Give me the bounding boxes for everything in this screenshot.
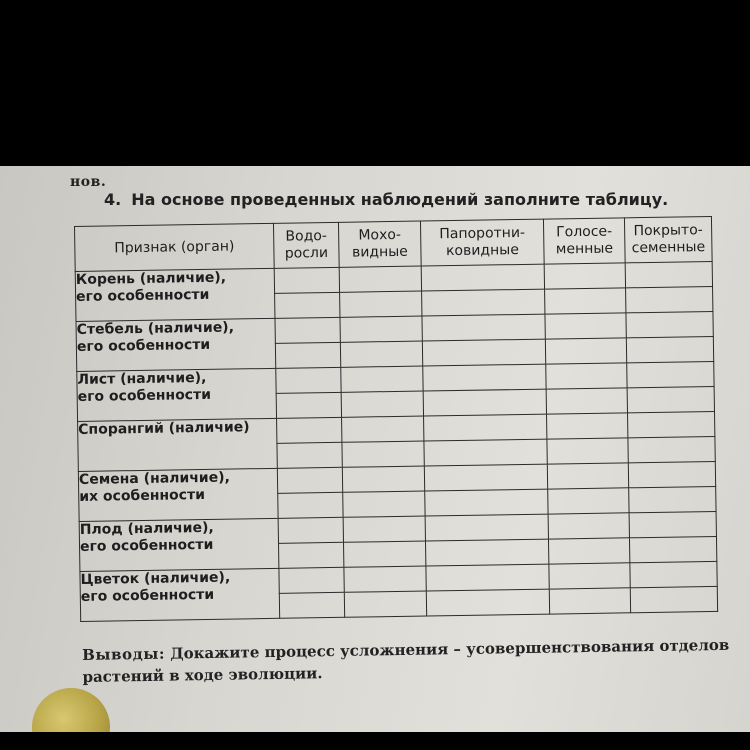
answer-cell[interactable] <box>628 411 715 437</box>
answer-cell[interactable] <box>546 388 627 414</box>
answer-cell[interactable] <box>628 436 715 462</box>
answer-cell[interactable] <box>342 441 424 467</box>
answer-cell[interactable] <box>627 386 714 412</box>
answer-cell[interactable] <box>549 563 630 589</box>
answer-cell[interactable] <box>277 467 342 493</box>
answer-cell[interactable] <box>343 516 425 542</box>
answer-cell[interactable] <box>629 536 716 562</box>
feature-label <box>79 518 279 571</box>
answer-cell[interactable] <box>626 311 713 337</box>
task-text: На основе проведенных наблюдений заполните таблицу. <box>131 190 669 209</box>
feature-label-line: Семена (наличие), <box>78 469 231 488</box>
answer-cell[interactable] <box>344 591 426 617</box>
answer-cell[interactable] <box>422 314 545 341</box>
answer-cell[interactable] <box>425 514 548 541</box>
feature-label-line: Спорангий (наличие) <box>78 419 250 438</box>
feature-label-line: Стебель (наличие), <box>76 319 235 338</box>
header-line: менные <box>555 240 614 258</box>
answer-cell[interactable] <box>546 363 627 389</box>
answer-cell[interactable] <box>278 517 343 543</box>
header-line: Папоротни- <box>439 224 526 243</box>
answer-cell[interactable] <box>630 586 717 612</box>
column-header-feature <box>75 223 275 271</box>
feature-label <box>78 468 278 521</box>
answer-cell[interactable] <box>422 339 545 366</box>
answer-cell[interactable] <box>279 542 344 568</box>
answer-cell[interactable] <box>545 338 626 364</box>
previous-text-fragment: нов. <box>70 174 107 190</box>
feature-label-line: Корень (наличие), <box>75 269 227 288</box>
answer-cell[interactable] <box>547 413 628 439</box>
feature-label-line: Плод (наличие), <box>79 519 214 538</box>
answer-cell[interactable] <box>425 539 548 566</box>
answer-cell[interactable] <box>278 492 343 518</box>
header-line: Мохо- <box>358 226 402 244</box>
observation-table <box>74 216 718 622</box>
column-header-plant-group <box>420 219 544 266</box>
answer-cell[interactable] <box>548 488 629 514</box>
answer-cell[interactable] <box>276 392 341 418</box>
feature-label-line: его особенности <box>77 386 212 405</box>
conclusion-lead: Выводы: <box>82 644 166 664</box>
feature-label <box>80 568 280 621</box>
task-number: 4. <box>104 190 122 209</box>
header-line: Водо- <box>285 228 328 245</box>
column-header-plant-group <box>624 216 712 262</box>
feature-label-line: Цветок (наличие), <box>80 569 231 588</box>
answer-cell[interactable] <box>625 261 712 287</box>
conclusion-body: Докажите процесс усложнения – усовершенствования отделов растений в ходе эволюции. <box>82 635 730 686</box>
answer-cell[interactable] <box>421 264 544 291</box>
answer-cell[interactable] <box>629 511 716 537</box>
feature-label <box>76 318 276 371</box>
task-heading <box>104 190 668 209</box>
answer-cell[interactable] <box>547 463 628 489</box>
answer-cell[interactable] <box>342 416 424 442</box>
answer-cell[interactable] <box>277 417 342 443</box>
feature-label-line: его особенности <box>75 286 210 305</box>
answer-cell[interactable] <box>545 313 626 339</box>
answer-cell[interactable] <box>275 292 340 318</box>
answer-cell[interactable] <box>548 513 629 539</box>
answer-cell[interactable] <box>547 438 628 464</box>
conclusion-text <box>82 634 743 688</box>
answer-cell[interactable] <box>423 389 546 416</box>
answer-cell[interactable] <box>628 461 715 487</box>
header-line: Голосе- <box>556 223 613 241</box>
answer-cell[interactable] <box>340 316 422 342</box>
answer-cell[interactable] <box>544 263 625 289</box>
answer-cell[interactable] <box>545 288 626 314</box>
answer-cell[interactable] <box>630 561 717 587</box>
answer-cell[interactable] <box>424 464 547 491</box>
header-line: ковидные <box>445 242 519 260</box>
coin-object <box>32 688 110 732</box>
header-line: Покрыто- <box>633 222 703 240</box>
header-line: семенные <box>631 239 706 257</box>
answer-cell[interactable] <box>340 291 422 317</box>
header-line: росли <box>284 245 329 262</box>
feature-label-line: Лист (наличие), <box>77 369 207 388</box>
answer-cell[interactable] <box>426 564 549 591</box>
answer-cell[interactable] <box>626 336 713 362</box>
answer-cell[interactable] <box>275 317 340 343</box>
feature-label-line: его особенности <box>80 586 215 605</box>
answer-cell[interactable] <box>342 466 424 492</box>
answer-cell[interactable] <box>548 538 629 564</box>
answer-cell[interactable] <box>549 588 630 614</box>
answer-cell[interactable] <box>422 289 545 316</box>
answer-cell[interactable] <box>425 489 548 516</box>
column-header-plant-group <box>273 222 339 268</box>
feature-label <box>77 368 277 421</box>
answer-cell[interactable] <box>279 592 344 618</box>
column-header-plant-group <box>338 221 421 267</box>
feature-label <box>75 268 275 321</box>
feature-label <box>78 418 278 471</box>
answer-cell[interactable] <box>626 286 713 312</box>
answer-cell[interactable] <box>340 341 422 367</box>
answer-cell[interactable] <box>276 367 341 393</box>
feature-label-line: их особенности <box>79 486 206 505</box>
answer-cell[interactable] <box>423 364 546 391</box>
textbook-page <box>0 166 750 732</box>
answer-cell[interactable] <box>424 414 547 441</box>
answer-cell[interactable] <box>627 361 714 387</box>
feature-label-line: его особенности <box>79 536 214 555</box>
answer-cell[interactable] <box>279 567 344 593</box>
header-line: Признак (орган) <box>114 237 235 256</box>
answer-cell[interactable] <box>629 486 716 512</box>
answer-cell[interactable] <box>343 491 425 517</box>
answer-cell[interactable] <box>275 342 340 368</box>
answer-cell[interactable] <box>424 439 547 466</box>
header-line: видные <box>351 243 408 261</box>
answer-cell[interactable] <box>274 267 339 293</box>
answer-cell[interactable] <box>339 266 421 292</box>
answer-cell[interactable] <box>341 391 423 417</box>
answer-cell[interactable] <box>344 541 426 567</box>
column-header-plant-group <box>543 218 625 264</box>
feature-label-line: его особенности <box>76 336 211 355</box>
answer-cell[interactable] <box>277 442 342 468</box>
answer-cell[interactable] <box>426 589 549 616</box>
answer-cell[interactable] <box>341 366 423 392</box>
answer-cell[interactable] <box>344 566 426 592</box>
